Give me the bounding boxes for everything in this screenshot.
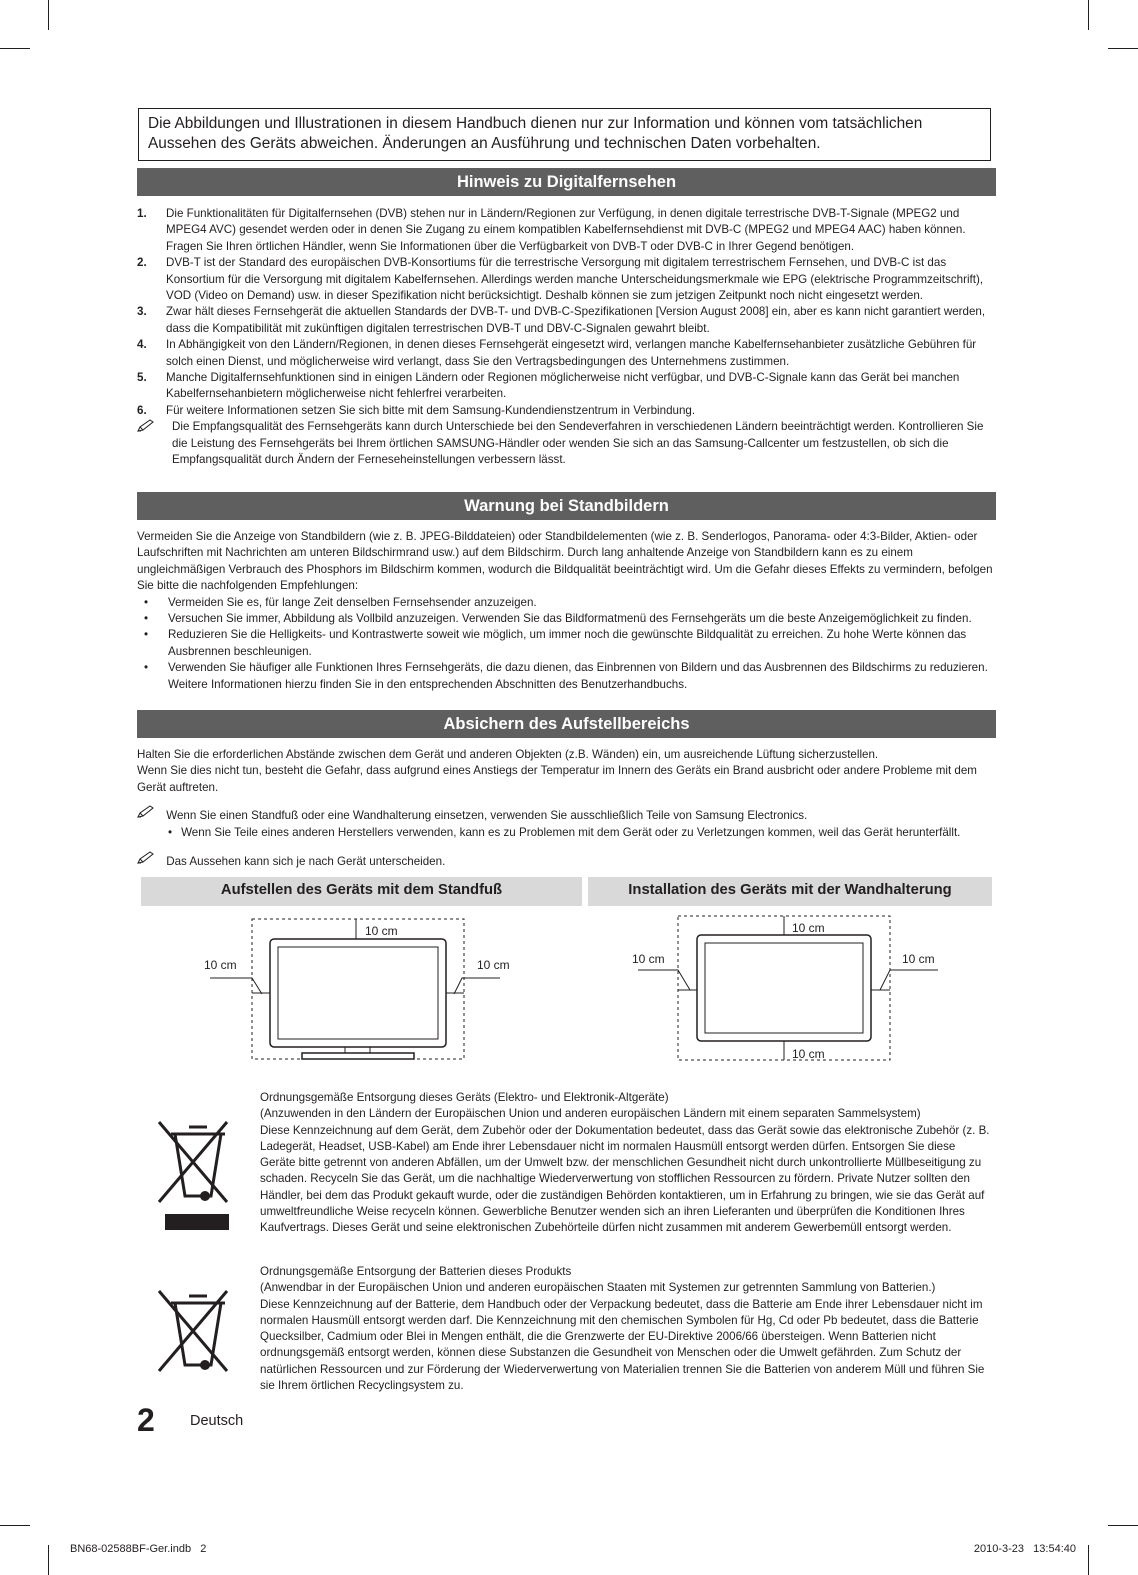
tv-screen — [278, 947, 438, 1039]
note-item: Die Empfangsqualität des Fernsehgeräts kann durch Unterschiede bei den Sendeverfahren in verschiedenen Ländern beeinträchtigt werden. Kontrollieren Sie die Leistung des Fernsehgeräts bei Ihrem örtlichen SAMSUNG-Händler oder wenden Sie sich an das Samsung-Callcenter um festzustellen, ob sich die Empfangsqualität durch Ändern der Ferneseheinstellungen verbessern lässt. — [137, 419, 997, 468]
disclaimer-box: Die Abbildungen und Illustrationen in diesem Handbuch dienen nur zur Information und können vom tatsächlichen Aussehen des Geräts abweichen. Änderungen an Ausführung und technischen Daten vorbehalten. — [138, 108, 991, 161]
still-images-bullets — [137, 595, 997, 693]
clearance-outline — [252, 919, 464, 1059]
dimension-left: 10 cm — [204, 958, 237, 972]
battery-body: Diese Kennzeichnung auf der Batterie, dem Handbuch oder der Verpackung bedeutet, dass die Batterie am Ende ihrer Lebensdauer nicht im normalen Hausmüll entsorgt werden darf. Die Kennzeichnung mit den chemischen Symbolen für Hg, Cd oder Pb bedeutet, dass die Batterie Quecksilber, Cadmium oder Blei in Mengen enthält, die die Grenzwerte der EU-Direktive 2006/66 übersteigen. Wenn Batterien nicht ordnungsgemäß entsorgt werden, können diese Substanzen die Gesundheit von Menschen oder die Umwelt gefährden. Zum Schutz der natürlichen Ressourcen und zur Förderung der Wiederverwertung von Materialien trennen Sie die Batterien von anderem Müll und führen Sie sie Ihrem örtlichen Recyclingsystem zu. — [260, 1297, 985, 1393]
list-item: • Vermeiden Sie es, für lange Zeit denselben Fernsehsender anzuzeigen. — [144, 595, 537, 609]
dimension-bottom: 10 cm — [792, 1047, 825, 1061]
tv-screen — [705, 943, 863, 1033]
list-item: 1. Die Funktionalitäten für Digitalfernsehen (DVB) stehen nur in Ländern/Regionen zur Verfügung, in denen digitale terrestrische DVB-T-Signale (MPEG2 und MPEG4 AVC) gesendet werden oder in denen Sie Zugang zu einem kompatiblen Kabelfernsehdienst mit DVB-C (MPEG2 und MPEG4 AAC) haben können. Fragen Sie Ihren örtlichen Händler, wenn Sie Informationen über die Verfügbarkeit von DVB-T oder DVB-C in Ihrer Gegend benötigen. — [137, 207, 966, 253]
tv-frame — [270, 939, 446, 1047]
list-item: • Reduzieren Sie die Helligkeits- und Kontrastwerte soweit wie möglich, um immer noch die gewünschte Bildqualität zu erreichen. Zu hohe Werte können das Ausbrennen beschleunigen. — [144, 628, 967, 658]
section-heading-digital: Hinweis zu Digitalfernsehen — [137, 168, 996, 196]
crossed-bin-icon — [153, 1112, 233, 1232]
section-heading-still-images: Warnung bei Standbildern — [137, 492, 996, 520]
crop-mark — [1108, 48, 1138, 49]
dimension-right: 10 cm — [902, 952, 935, 966]
pencil-note-icon — [137, 805, 155, 822]
list-item: 3. Zwar hält dieses Fernsehgerät die aktuellen Standards der DVB-T- und DVB-C-Spezifikationen [Version August 2008] ein, aber es kann nicht garantiert werden, dass die Kompatibilität mit zukünftigen digitalen terrestrischen DVB-T und DBV-C-Signalen gewahrt bleibt. — [137, 305, 986, 335]
list-item: 2. DVB-T ist der Standard des europäischen DVB-Konsortiums für die terrestrische Versorgung mit digitalem terrestrischem Fernsehen, und DVB-C ist das Konsortium für die Versorgung mit digitalem Kabelfernsehen. Allerdings werden manche Unterscheidungsmerkmale wie EPG (elektrische Programmzeitschrift), VOD (Video on Demand) usw. in dieser Spezifikation nicht berücksichtigt. Deshalb können sie zum jetzigen Zeitpunkt noch nicht eingesetzt werden. — [137, 256, 984, 303]
still-images-content — [137, 529, 997, 693]
stand-heading: Aufstellen des Geräts mit dem Standfuß — [141, 877, 582, 906]
crossed-bin-icon — [153, 1285, 233, 1380]
crop-mark — [1088, 0, 1089, 30]
dimension-top: 10 cm — [365, 924, 398, 938]
crop-mark — [1088, 1545, 1089, 1575]
crop-mark — [48, 1545, 49, 1575]
wall-mount-heading: Installation des Geräts mit der Wandhalterung — [588, 877, 992, 906]
weee-disposal-text — [260, 1090, 990, 1237]
pencil-note-icon — [137, 851, 155, 868]
installation-intro: Halten Sie die erforderlichen Abstände zwischen dem Gerät und anderen Objekten (z.B. Wänden) ein, um ausreichende Lüftung sicherzustellen. Wenn Sie dies nicht tun, besteht die Gefahr, dass aufgrund eines Anstiegs der Temperatur im Innern des Geräts ein Brand ausbricht oder andere Probleme mit dem Gerät auftreten. — [137, 748, 977, 794]
crop-mark — [0, 1525, 30, 1526]
page-language: Deutsch — [190, 1413, 244, 1429]
section-heading-installation: Absichern des Aufstellbereichs — [137, 710, 996, 738]
dimension-top: 10 cm — [792, 921, 825, 935]
weee-subtitle: (Anzuwenden in den Ländern der Europäischen Union und anderen europäischen Ländern mit einem separaten Sammelsystem) — [260, 1107, 921, 1121]
clearance-outline — [678, 916, 890, 1060]
list-item: 6. Für weitere Informationen setzen Sie sich bitte mit dem Samsung-Kundendienstzentrum in Verbindung. — [137, 403, 696, 417]
installation-note-2: Das Aussehen kann sich je nach Gerät unterscheiden. — [137, 851, 997, 870]
list-item: 5. Manche Digitalfernsehfunktionen sind in einigen Ländern oder Regionen möglicherweise nicht verfügbar, und DVB-C-Signale kann das Gerät bei manchen Kabelfernsehanbietern möglicherweise nicht fehlerfrei verarbeiten. — [137, 371, 960, 401]
digital-list — [137, 206, 997, 469]
installation-note-1-bullet: • Wenn Sie Teile eines anderen Herstellers verwenden, kann es zu Problemen mit dem Gerät oder zu Verletzungen kommen, weil das Gerät herunterfällt. — [168, 826, 961, 839]
battery-disposal-text — [260, 1264, 990, 1394]
dimension-right: 10 cm — [477, 958, 510, 972]
crop-mark — [48, 0, 49, 30]
battery-subtitle: (Anwendbar in der Europäischen Union und anderen europäischen Staaten mit Systemen zur getrennten Sammlung von Batterien.) — [260, 1281, 936, 1295]
page-number: 2 — [137, 1402, 155, 1438]
list-item: • Versuchen Sie immer, Abbildung als Vollbild anzuzeigen. Verwenden Sie das Bildformatmenü des Fernsehgeräts um die beste Anzeigemöglichkeit zu finden. — [144, 612, 972, 626]
tv-stand — [302, 1053, 414, 1059]
crop-mark — [0, 48, 30, 49]
tv-frame — [697, 935, 871, 1041]
weee-body: Diese Kennzeichnung auf dem Gerät, dem Zubehör oder der Dokumentation bedeutet, dass das Gerät sowie das elektronische Zubehör (z. B. Ladegerät, Headset, USB-Kabel) am Ende ihrer Lebensdauer nicht im normalen Hausmüll entsorgt werden dürfen. Entsorgen Sie diese Geräte bitte getrennt von anderen Abfällen, um der Umwelt bzw. der menschlichen Gesundheit nicht durch unkontrollierte Müllbeseitigung zu schaden. Recyceln Sie das Gerät, um die nachhaltige Wiederverwertung von stofflichen Ressourcen zu fördern. Private Nutzer sollten den Händler, bei dem das Produkt gekauft wurde, oder die zuständigen Behörden kontaktieren, um in Erfahrung zu bringen, wie sie das Gerät auf umweltfreundliche Weise recyceln können. Gewerbliche Benutzer wenden sich an ihren Lieferanten und überprüfen die Konditionen Ihres Kaufvertrags. Dieses Gerät und seine elektronischen Zubehörteile dürfen nicht zusammen mit anderem Gewerbemüll entsorgt werden. — [260, 1123, 990, 1235]
battery-title: Ordnungsgemäße Entsorgung der Batterien dieses Produkts — [260, 1265, 572, 1278]
print-slug-left: BN68-02588BF-Ger.indb 2 — [70, 1543, 207, 1555]
still-images-intro: Vermeiden Sie die Anzeige von Standbildern (wie z. B. JPEG-Bilddateien) oder Standbildelementen (wie z. B. Senderlogos, Panorama- oder 4:3-Bilder, Aktien- oder Laufschriften mit Nachrichten am unteren Bildschirmrand usw.) auf dem Bildschirm. Durch lang anhaltende Anzeige von Standbildern kann es zu einem ungleichmäßigen Verbrauch des Phosphors im Bildschirm kommen, wodurch die Bildqualität beeinträchtigt wird. Um die Gefahr dieses Effekts zu vermindern, befolgen Sie bitte die nachfolgenden Empfehlungen: — [137, 530, 993, 593]
dimension-left: 10 cm — [632, 952, 665, 966]
weee-title: Ordnungsgemäße Entsorgung dieses Geräts (Elektro- und Elektronik-Altgeräte) — [260, 1091, 669, 1104]
print-slug-right: 2010-3-23 13:54:40 — [973, 1543, 1076, 1555]
stand-clearance-diagram — [190, 910, 530, 1070]
list-item: 4. In Abhängigkeit von den Ländern/Regionen, in denen dieses Fernsehgerät eingesetzt wird, verlangen manche Kabelfernsehanbieter zusätzliche Gebühren für solch einen Dienst, und möglicherweise wird verlangt, dass Sie den Vertragsbedingungen des Unternehmens zustimmen. — [137, 338, 977, 368]
installation-note-1: Wenn Sie einen Standfuß oder eine Wandhalterung einsetzen, verwenden Sie ausschließlich Teile von Samsung Electronics. — [137, 805, 997, 824]
pencil-note-icon — [137, 419, 155, 438]
list-item: • Verwenden Sie häufiger alle Funktionen Ihres Fernsehgeräts, die dazu dienen, das Einbrennen von Bildern und das Ausbrennen des Bildschirms zu reduzieren. Weitere Informationen hierzu finden Sie in den entsprechenden Abschnitten des Benutzerhandbuchs. — [144, 661, 988, 691]
crop-mark — [1108, 1525, 1138, 1526]
